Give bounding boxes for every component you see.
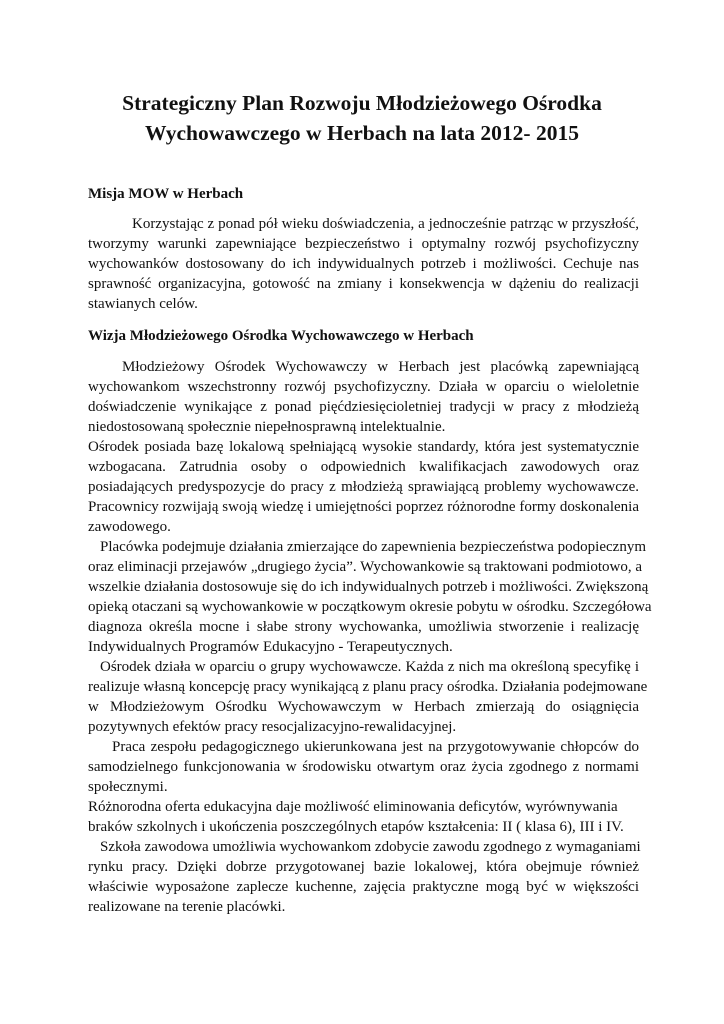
- title-line-1: Strategiczny Plan Rozwoju Młodzieżowego Ośrodka: [122, 91, 602, 115]
- vision-paragraph-4: [88, 657, 648, 737]
- text-line: pozytywnych efektów pracy resocjalizacyjno-rewalidacyjnej.: [88, 719, 457, 735]
- text-line: zawodowego.: [88, 519, 171, 535]
- text-line: Placówka podejmuje działania zmierzające do zapewnienia bezpieczeństwa podopiecznym: [100, 539, 646, 555]
- text-line: sprawność organizacyjna, gotowość na zmiany i konsekwencja w dążeniu do realizacji: [88, 276, 639, 292]
- vision-paragraph-3: [88, 537, 652, 657]
- text-line: opieką otaczani są wychowankowie w początkowym okresie pobytu w ośrodku. Szczegółowa: [88, 599, 652, 615]
- text-line: tworzymy warunki zapewniające bezpieczeństwo i optymalny rozwój psychofizyczny: [88, 236, 639, 252]
- vision-paragraph-2: [88, 437, 639, 537]
- text-line: wzbogacana. Zatrudnia osoby o odpowiednich kwalifikacjach zawodowych oraz: [88, 459, 639, 475]
- text-line: Pracownicy rozwijają swoją wiedzę i umiejętności poprzez różnorodne formy doskonalenia: [88, 499, 639, 515]
- mission-heading: Misja MOW w Herbach: [88, 186, 244, 202]
- document-title: [60, 88, 664, 148]
- vision-paragraph-7: [88, 837, 639, 917]
- text-line: stawianych celów.: [88, 296, 198, 312]
- text-line: wychowanków dostosowany do ich indywidualnych potrzeb i możliwości. Cechuje nas: [88, 256, 639, 272]
- text-line: niedostosowaną społecznie niepełnosprawną intelektualnie.: [88, 419, 446, 435]
- text-line: Korzystając z ponad pół wieku doświadczenia, a jednocześnie patrząc w przyszłość,: [132, 216, 639, 232]
- vision-paragraph-5: [88, 737, 639, 797]
- text-line: społecznymi.: [88, 779, 168, 795]
- text-line: realizuje własną koncepcję pracy wynikającą z planu pracy ośrodka. Działania podejmowane: [88, 679, 648, 695]
- mission-paragraph: [88, 214, 639, 314]
- text-line: samodzielnego funkcjonowania w środowisku otwartym oraz życia zgodnego z normami: [88, 759, 639, 775]
- text-line: Indywidualnych Programów Edukacyjno - Terapeutycznych.: [88, 639, 453, 655]
- text-line: rynku pracy. Dzięki dobrze przygotowanej bazie lokalowej, która obejmuje również: [88, 859, 639, 875]
- text-line: oraz eliminacji przejawów „drugiego życia”. Wychowankowie są traktowani podmiotowo, a: [88, 559, 643, 575]
- vision-paragraph-1: [88, 357, 639, 437]
- text-line: w Młodzieżowym Ośrodku Wychowawczym w Herbach zmierzają do osiągnięcia: [88, 699, 639, 715]
- text-line: Młodzieżowy Ośrodek Wychowawczy w Herbach jest placówką zapewniającą: [122, 359, 639, 375]
- text-line: Ośrodek działa w oparciu o grupy wychowawcze. Każda z nich ma określoną specyfikę i: [100, 659, 639, 675]
- title-line-2: Wychowawczego w Herbach na lata 2012- 2015: [145, 121, 579, 145]
- text-line: posiadających predyspozycje do pracy z młodzieżą sprawiającą problemy wychowawcze.: [88, 479, 639, 495]
- text-line: Różnorodna oferta edukacyjna daje możliwość eliminowania deficytów, wyrównywania: [88, 799, 618, 815]
- text-line: wszelkie działania dostosowuje się do ich indywidualnych potrzeb i możliwości. Zwiększoną: [88, 579, 649, 595]
- text-line: doświadczenie wynikające z ponad pięćdziesięcioletniej tradycji w pracy z młodzieżą: [88, 399, 639, 415]
- vision-heading: Wizja Młodzieżowego Ośrodka Wychowawczego w Herbach: [88, 328, 474, 344]
- text-line: braków szkolnych i ukończenia poszczególnych etapów kształcenia: II ( klasa 6), III i IV.: [88, 819, 624, 835]
- vision-paragraph-6: [88, 797, 639, 837]
- text-line: Szkoła zawodowa umożliwia wychowankom zdobycie zawodu zgodnego z wymaganiami: [100, 839, 641, 855]
- text-line: właściwie wyposażone zaplecze kuchenne, zajęcia praktyczne mogą być w większości: [88, 879, 639, 895]
- text-line: wychowankom wszechstronny rozwój psychofizyczny. Działa w oparciu o wieloletnie: [88, 379, 639, 395]
- text-line: Ośrodek posiada bazę lokalową spełniającą wysokie standardy, która jest systematycznie: [88, 439, 639, 455]
- text-line: diagnoza określa mocne i słabe strony wychowanka, umożliwia stworzenie i realizację: [88, 619, 639, 635]
- text-line: realizowane na terenie placówki.: [88, 899, 286, 915]
- text-line: Praca zespołu pedagogicznego ukierunkowana jest na przygotowywanie chłopców do: [112, 739, 639, 755]
